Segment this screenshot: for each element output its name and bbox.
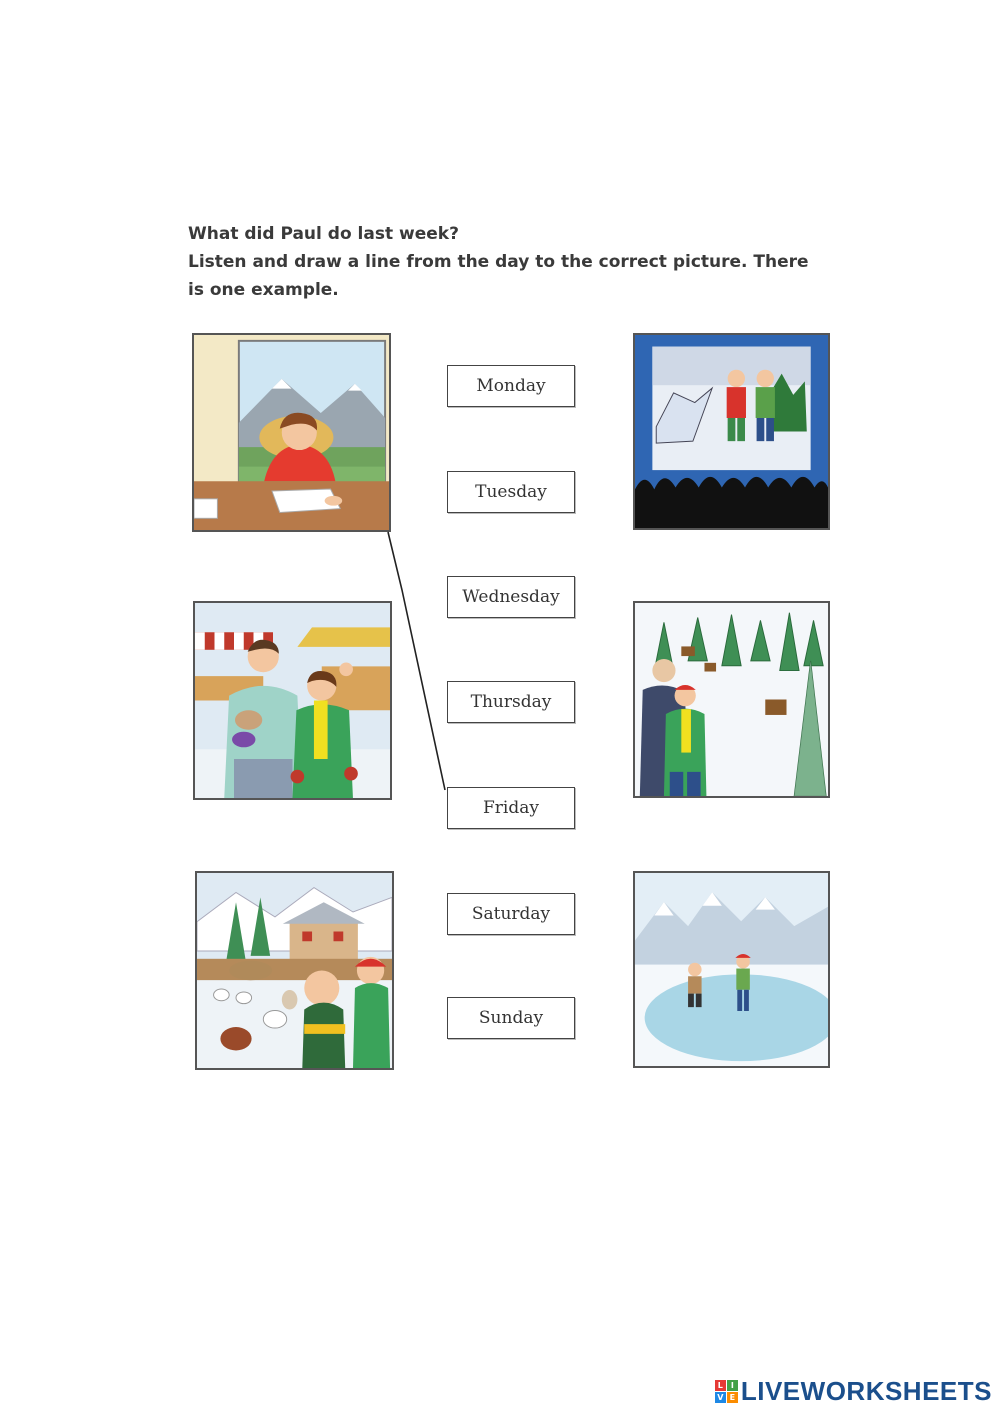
- picture-ice-skating[interactable]: [633, 871, 830, 1068]
- logo-letter-v: V: [715, 1392, 726, 1403]
- picture-film-in-snow[interactable]: [633, 333, 830, 530]
- picture-boy-writing[interactable]: [192, 333, 391, 532]
- skating-illustration: [635, 873, 828, 1066]
- forest-illustration: [635, 603, 828, 796]
- boy-writing-illustration: [194, 335, 389, 530]
- cinema-screen-illustration: [635, 335, 828, 528]
- logo-letter-i: I: [727, 1380, 738, 1391]
- day-box-saturday[interactable]: Saturday: [447, 893, 575, 935]
- logo-badge: [715, 1380, 738, 1403]
- picture-market[interactable]: [193, 601, 392, 800]
- day-box-monday[interactable]: Monday: [447, 365, 575, 407]
- day-box-tuesday[interactable]: Tuesday: [447, 471, 575, 513]
- picture-farm-animals[interactable]: [195, 871, 394, 1070]
- logo-letter-e: E: [727, 1392, 738, 1403]
- farm-illustration: [197, 873, 392, 1068]
- market-illustration: [195, 603, 390, 798]
- day-box-thursday[interactable]: Thursday: [447, 681, 575, 723]
- liveworksheets-logo: [715, 1376, 992, 1407]
- logo-wordmark: LIVEWORKSHEETS: [740, 1376, 992, 1406]
- day-box-friday[interactable]: Friday: [447, 787, 575, 829]
- logo-letter-l: L: [715, 1380, 726, 1391]
- day-box-wednesday[interactable]: Wednesday: [447, 576, 575, 618]
- question-heading: What did Paul do last week?: [188, 224, 459, 244]
- picture-forest-deer[interactable]: [633, 601, 830, 798]
- instruction-text: Listen and draw a line from the day to the correct picture. There is one example.: [188, 252, 809, 300]
- day-box-sunday[interactable]: Sunday: [447, 997, 575, 1039]
